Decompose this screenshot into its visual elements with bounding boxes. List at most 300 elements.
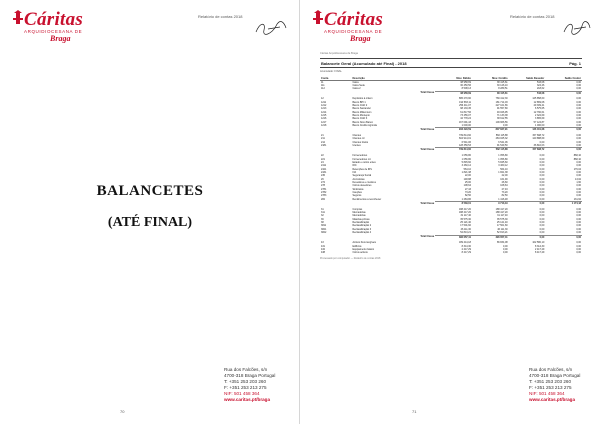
report-title-bar <box>320 58 582 68</box>
table-cell: 21 <box>321 134 324 138</box>
table-cell: 1213 <box>321 107 327 111</box>
table-cell: 0,00 <box>545 91 582 95</box>
table-cell: 43 <box>321 241 324 245</box>
table-cell: Reclassificação <box>352 221 370 225</box>
table-cell: 0,00 <box>539 224 545 228</box>
table-cell: 0,00 <box>539 167 545 171</box>
footer-line: F: +351 253 213 275 <box>224 385 267 390</box>
table-cell: Banco Novo Banco <box>352 120 373 124</box>
table-cell: Clientes c/c <box>352 137 365 141</box>
table-cell: 0,00 <box>539 180 545 184</box>
logo-city: Braga <box>350 33 371 43</box>
table-cell: 0,00 <box>576 187 581 191</box>
table-cell: 0,00 <box>502 124 508 128</box>
table-cell: 2782 <box>321 190 327 194</box>
table-cell: Banco Millennium <box>352 110 372 114</box>
table-cell: 0,00 <box>576 124 581 128</box>
table-cell: 0,00 <box>539 221 545 225</box>
table-cell: 188 417,20 <box>495 207 508 211</box>
table-cell: 157 698,72 <box>532 134 545 138</box>
table-cell: 24 <box>321 160 324 164</box>
table-cell: 0,00 <box>539 177 545 181</box>
table-cell: Cauções <box>352 190 362 194</box>
table-cell: 3 460,12 <box>461 164 471 168</box>
table-cell: 27,43 <box>464 187 471 191</box>
table-cell: 396 657,41 <box>435 235 472 239</box>
table-cell: 0,00 <box>576 134 581 138</box>
table-cell: 181 714,03 <box>495 100 508 104</box>
footer-line: Rua dos Falcões, s/n <box>529 367 573 372</box>
footer-website-link[interactable]: www.caritas.pt/braga <box>224 397 271 402</box>
table-cell: 1216 <box>321 117 327 121</box>
table-cell: 0,00 <box>576 140 581 144</box>
table-cell: 0,00 <box>576 110 581 114</box>
table-cell: 0,00 <box>576 190 581 194</box>
table-cell: 26,60 <box>501 180 508 184</box>
table-cell: 604 914,01 <box>458 137 471 141</box>
table-cell: 2181 <box>321 144 327 148</box>
table-cell: 218,62 <box>536 87 545 91</box>
table-cell: 564,10 <box>500 167 508 171</box>
table-cell: 32 <box>321 214 324 218</box>
table-cell: 12 790,61 <box>533 110 545 114</box>
table-cell: 212 <box>321 140 325 144</box>
table-cell: Matérias-primas <box>352 217 370 221</box>
table-cell: 0,00 <box>539 211 545 215</box>
table-cell: 131,62 <box>573 197 581 201</box>
page-number: 71 <box>412 409 417 414</box>
page-title: BALANCETES <box>96 183 204 199</box>
table-cell: 46 111,30 <box>497 227 508 231</box>
table-cell: 0,00 <box>576 251 581 255</box>
table-cell: Fornecedores c/c <box>352 157 371 161</box>
table-cell: 227 101,66 <box>495 103 508 107</box>
table-cell: 38 415,61 <box>496 80 508 84</box>
table-cell: 12 <box>321 97 324 101</box>
table-cell: 49 026,95 <box>496 110 508 114</box>
table-cell: 1211 <box>321 100 327 104</box>
table-cell: 396 657,41 <box>472 235 509 239</box>
table-cell: 739 814,60 <box>435 148 472 152</box>
table-cell: 42 778,24 <box>460 117 471 121</box>
table-cell: 1215 <box>321 113 327 117</box>
page-number: 70 <box>120 409 125 414</box>
table-cell: 17 501,60 <box>460 224 471 228</box>
table-cell: Retenções de IRS <box>352 167 372 171</box>
table-cell: 98 133,45 <box>460 107 471 111</box>
table-cell: Equipamento básico <box>352 247 375 251</box>
table-cell: 108,64 <box>463 184 471 188</box>
table-cell: 0,00 <box>576 113 581 117</box>
table-cell: 0,00 <box>576 97 581 101</box>
table-cell: 0,00 <box>539 190 545 194</box>
table-cell: Total Classe <box>420 235 435 239</box>
table-cell: 431 <box>321 244 325 248</box>
table-cell: Mercadorias <box>352 211 366 215</box>
table-cell: 0,00 <box>576 117 581 121</box>
table-cell: 61 817,56 <box>460 110 471 114</box>
table-cell: 0,00 <box>576 100 581 104</box>
table-cell: Estado e outros entes <box>352 160 376 164</box>
table-cell: 0,00 <box>576 170 581 174</box>
table-cell: 1212 <box>321 103 327 107</box>
table-cell: 0,00 <box>576 174 581 178</box>
table-cell: 2 417,29 <box>461 247 471 251</box>
table-cell: 82,50 <box>501 194 508 198</box>
right-page <box>300 0 600 424</box>
table-cell: 26 <box>321 177 324 181</box>
table-cell: 31 117,40 <box>460 214 471 218</box>
table-cell: 109 966,56 <box>495 120 508 124</box>
table-cell: 484 025,32 <box>495 137 508 141</box>
table-cell: 8 417,29 <box>534 251 545 255</box>
table-cell: 2 322,69 <box>534 113 545 117</box>
table-cell: 0,00 <box>576 224 581 228</box>
table-cell: 1 056,80 <box>461 154 471 158</box>
table-cell: 2 417,29 <box>534 247 545 251</box>
column-header: Mov. Débito <box>435 77 472 81</box>
report-meta: Acumulado: FINAL <box>320 69 342 73</box>
table-cell: 0,00 <box>576 103 581 107</box>
table-cell: 35 575,30 <box>460 217 471 221</box>
table-cell: 0,00 <box>545 148 582 152</box>
table-cell: 0,00 <box>509 235 546 239</box>
table-cell: 6 541,06 <box>461 140 471 144</box>
table-cell: 0,00 <box>576 241 581 245</box>
table-cell: 564,10 <box>463 167 471 171</box>
table-cell: 112 <box>321 87 325 91</box>
table-cell: 176,04 <box>573 167 581 171</box>
table-cell: 0,00 <box>539 160 545 164</box>
table-cell: 9 713,19 <box>472 202 509 206</box>
table-cell: Caixa 2 <box>352 87 361 91</box>
table-cell: 0,00 <box>539 214 545 218</box>
caritas-logo <box>312 10 383 43</box>
column-header: Saldo Devedor <box>509 77 546 81</box>
table-cell: 22,00 <box>464 174 471 178</box>
table-cell: 36 <box>321 217 324 221</box>
table-cell: 108,64 <box>500 184 508 188</box>
table-cell: 211 <box>321 137 325 141</box>
table-cell: Mercadorias <box>352 214 366 218</box>
table-cell: 8 508,13 <box>461 87 471 91</box>
table-cell: Segurança Social <box>352 174 372 178</box>
table-cell: 8 289,51 <box>498 87 508 91</box>
table-cell: 12 869,08 <box>533 100 545 104</box>
table-cell: Banco Crédito Agrícola <box>352 124 377 128</box>
table-cell: 543,08 <box>536 80 545 84</box>
footer-line: Rua dos Falcões, s/n <box>224 367 268 372</box>
table-cell: 86 834,08 <box>496 241 508 245</box>
footer-address <box>224 367 275 403</box>
table-cell: 1 056,80 <box>498 157 508 161</box>
table-cell: 189 414,18 <box>458 241 471 245</box>
table-cell: 1 821,38 <box>461 170 471 174</box>
table-cell: IVA <box>352 170 357 174</box>
table-cell: 2421 <box>321 167 327 171</box>
table-cell: 0,00 <box>576 207 581 211</box>
table-cell: 582 115,88 <box>495 134 508 138</box>
table-cell: 0,00 <box>509 202 546 206</box>
cross-icon <box>312 10 322 22</box>
table-cell: 3 865,69 <box>534 117 545 121</box>
table-cell: 38 <box>321 221 324 225</box>
table-cell: 2431 <box>321 170 327 174</box>
table-cell: 167 091,43 <box>458 120 471 124</box>
table-cell: 245 <box>321 174 325 178</box>
table-cell: Outros devedores <box>352 184 372 188</box>
table-cell: Sindicatos <box>352 187 364 191</box>
table-cell: 2783 <box>321 194 327 198</box>
logo-name: Cáritas <box>24 9 84 30</box>
table-cell: 0,00 <box>539 194 545 198</box>
table-cell: 432 <box>321 247 325 251</box>
table-cell: 30 126,10 <box>496 83 508 87</box>
table-cell: 73,20 <box>501 190 508 194</box>
table-cell: Reclassificação 3 <box>352 227 372 231</box>
table-cell: 0,00 <box>539 164 545 168</box>
table-cell: Rendimentos a reconhecer <box>352 197 382 201</box>
footer-line: 4700-318 Braga Portugal <box>529 373 581 378</box>
table-cell: 0,00 <box>576 160 581 164</box>
table-cell: 29 309,41 <box>533 103 545 107</box>
table-cell: 3822 <box>321 231 327 235</box>
table-cell: 5 845,60 <box>498 160 508 164</box>
table-cell: 543,08 <box>509 91 546 95</box>
column-header: Descrição <box>351 77 435 81</box>
logo-subtitle: ARQUIDIOCESANA DE <box>324 29 383 34</box>
table-cell: Clientes títulos <box>352 140 369 144</box>
page-subtitle: (ATÉ FINAL) <box>107 215 193 230</box>
table-cell: Banco Santander <box>352 107 371 111</box>
table-cell: 128 359,53 <box>458 144 471 148</box>
table-cell: 17 501,60 <box>496 224 508 228</box>
table-cell: Outros activos <box>352 251 368 255</box>
table-cell: 0,00 <box>502 244 508 248</box>
table-cell: Depósitos à ordem <box>352 97 373 101</box>
footer-line: T: +351 253 203 260 <box>224 379 267 384</box>
logo-subtitle: ARQUIDIOCESANA DE <box>24 29 83 34</box>
table-cell: 324,46 <box>536 83 545 87</box>
table-cell: 221 <box>321 157 325 161</box>
table-cell: Edifícios <box>352 244 362 248</box>
table-cell: 0,00 <box>502 247 508 251</box>
table-cell: Total Classe <box>420 91 435 95</box>
table-cell: 0,00 <box>545 128 582 132</box>
table-cell: Caixa Sede <box>352 83 365 87</box>
footer-address <box>529 367 580 403</box>
report-footnote: Processado por computador — Relatório de contas 2018 <box>320 256 381 260</box>
table-cell: 0,00 <box>576 144 581 148</box>
table-cell: 0,00 <box>539 157 545 161</box>
table-cell: 35 575,30 <box>496 217 508 221</box>
table-cell: 311 <box>321 211 325 215</box>
table-body <box>320 80 582 255</box>
table-cell: 0,00 <box>576 120 581 124</box>
table-cell: 188 417,20 <box>495 211 508 215</box>
table-cell: 3 460,12 <box>498 164 508 168</box>
table-cell: Reclassificação 2 <box>352 224 372 228</box>
table-cell: 868,10 <box>573 157 581 161</box>
table-cell: Clientes <box>352 134 362 138</box>
table-cell: 282 <box>321 197 325 201</box>
footer-website-link[interactable]: www.caritas.pt/braga <box>529 397 576 402</box>
table-cell: 1217 <box>321 120 327 124</box>
table-cell: 0,00 <box>576 184 581 188</box>
table-cell: 0,00 <box>576 227 581 231</box>
table-cell: 0,00 <box>576 137 581 141</box>
table-cell: 0,00 <box>539 227 545 231</box>
table-cell: 0,00 <box>539 197 545 201</box>
table-cell: 1 000,00 <box>461 124 471 128</box>
table-cell: 25,00 <box>464 180 471 184</box>
table-cell: 52 813,21 <box>460 231 471 235</box>
footer-line: 4700-318 Braga Portugal <box>224 373 276 378</box>
footer-nif: NIF: 501 458 364 <box>529 391 565 396</box>
table-cell: 3811 <box>321 224 327 228</box>
signature-icon <box>254 20 288 36</box>
table-cell: 0,00 <box>539 231 545 235</box>
table-cell: 0,00 <box>576 194 581 198</box>
table-cell: 31 <box>321 207 324 211</box>
table-cell: 1,60 <box>576 180 581 184</box>
table-cell: Banco BPI 1 <box>352 100 366 104</box>
table-cell: Banco CGD 3 <box>352 117 368 121</box>
table-cell: 30 450,56 <box>460 83 471 87</box>
table-cell: 0,00 <box>539 184 545 188</box>
table-cell: 11 <box>321 80 324 84</box>
table-cell: 868,10 <box>573 154 581 158</box>
caritas-logo <box>12 10 83 43</box>
table-cell: 38 912,55 <box>496 117 508 121</box>
table-cell: 0,00 <box>576 107 581 111</box>
table-cell: 807 827,91 <box>472 128 509 132</box>
report-page-ref: Pág. 1 <box>569 60 581 66</box>
table-cell: 8 314,30 <box>461 244 471 248</box>
header-note: Relatório de contas 2018 <box>510 14 555 19</box>
header-note: Relatório de contas 2018 <box>198 14 243 19</box>
logo-name: Cáritas <box>324 9 384 30</box>
table-cell: 1 056,80 <box>461 157 471 161</box>
table-cell: 126 401,68 <box>509 128 546 132</box>
table-cell: 22,00 <box>501 174 508 178</box>
table-cell: 8 314,30 <box>534 244 545 248</box>
table-cell: 8 417,29 <box>461 251 471 255</box>
table-cell: Activos fixos tangíveis <box>352 241 376 245</box>
table-cell: Compras <box>352 207 363 211</box>
table-row <box>320 251 582 254</box>
table-cell: Devedores e credores <box>352 180 376 184</box>
table-cell: Seguros <box>352 194 362 198</box>
table-cell: 8 539,01 <box>435 202 472 206</box>
table-cell: 0,00 <box>576 87 581 91</box>
table-cell: 36 810,03 <box>533 144 545 148</box>
table-cell: 0,00 <box>576 164 581 168</box>
table-cell: 111 <box>321 83 325 87</box>
table-cell: 38 958,69 <box>435 91 472 95</box>
table-cell: 895 270,90 <box>458 97 471 101</box>
table-cell: 0,00 <box>539 207 545 211</box>
table-cell: 0,00 <box>539 174 545 178</box>
table-cell: 125 858,60 <box>532 97 545 101</box>
column-header: Mov. Crédito <box>472 77 509 81</box>
table-cell: 1214 <box>321 110 327 114</box>
table-cell: 0,00 <box>539 187 545 191</box>
table-cell: 0,00 <box>576 214 581 218</box>
table-cell: 52 813,21 <box>496 231 508 235</box>
balance-table <box>320 77 582 255</box>
table-cell: 3821 <box>321 227 327 231</box>
report-path: Cáritas Arquidiocesana de Braga <box>320 52 358 55</box>
table-cell: Utentes <box>352 144 361 148</box>
column-header: Saldo Credor <box>545 77 582 81</box>
report-title: Balancete Geral (Acumulado até Final) - 2018 <box>321 60 407 66</box>
table-cell: 0,00 <box>576 247 581 251</box>
table-cell: 1 821,38 <box>498 170 508 174</box>
table-cell: 91 549,50 <box>496 144 508 148</box>
table-cell: 120 888,69 <box>532 137 545 141</box>
table-cell: 148,88 <box>463 177 471 181</box>
balance-report <box>320 52 582 364</box>
table-cell: Fornecedores <box>352 154 368 158</box>
logo-city: Braga <box>50 33 71 43</box>
table-cell: 102 580,10 <box>532 241 545 245</box>
table-cell: 2781 <box>321 187 327 191</box>
table-cell: Banco Montepio <box>352 113 370 117</box>
table-cell: 1 416,48 <box>498 197 508 201</box>
table-cell: 0,00 <box>545 235 582 239</box>
table-cell: Total Classe <box>420 148 435 152</box>
table-cell: 0,00 <box>576 80 581 84</box>
table-cell: 0,00 <box>576 211 581 215</box>
table-cell: 272 <box>321 180 325 184</box>
table-cell: 91 557,80 <box>496 107 508 111</box>
footer-line: F: +351 253 213 275 <box>529 385 572 390</box>
table-cell: Accionistas <box>352 177 365 181</box>
table-cell: 0,00 <box>576 217 581 221</box>
table-cell: 278 <box>321 184 325 188</box>
table-cell: 194 583,11 <box>459 100 471 104</box>
table-cell: 188 417,20 <box>458 207 471 211</box>
table-cell: 1 000,00 <box>534 124 545 128</box>
table-cell: 2411 <box>321 164 327 168</box>
table-cell: 0,00 <box>576 231 581 235</box>
table-cell: 31 117,40 <box>497 214 508 218</box>
table-cell: 0,00 <box>576 221 581 225</box>
table-cell: 582 115,88 <box>472 148 509 152</box>
footer-nif: NIF: 501 458 364 <box>224 391 260 396</box>
table-cell: 0,00 <box>576 244 581 248</box>
table-cell: 0,00 <box>539 154 545 158</box>
table-cell: 25 121,40 <box>496 221 508 225</box>
table-cell: 6 541,06 <box>498 140 508 144</box>
table-cell: 0,00 <box>539 217 545 221</box>
table-cell: 46 111,30 <box>460 227 471 231</box>
table-cell: 27,43 <box>501 187 508 191</box>
table-cell: 57 124,87 <box>533 120 545 124</box>
table-cell: 1218 <box>321 124 327 128</box>
table-cell: 73,20 <box>464 190 471 194</box>
table-cell: 71 133,38 <box>496 113 508 117</box>
table-cell: 25 121,40 <box>460 221 471 225</box>
table-cell: 82,50 <box>464 194 471 198</box>
table-cell: 438 <box>321 251 325 255</box>
table-cell: 933 229,59 <box>435 128 472 132</box>
table-cell: 73 456,07 <box>460 113 471 117</box>
table-cell: 161,90 <box>500 177 508 181</box>
table-cell: 38 958,69 <box>460 80 471 84</box>
table-cell: 739 814,60 <box>458 134 471 138</box>
